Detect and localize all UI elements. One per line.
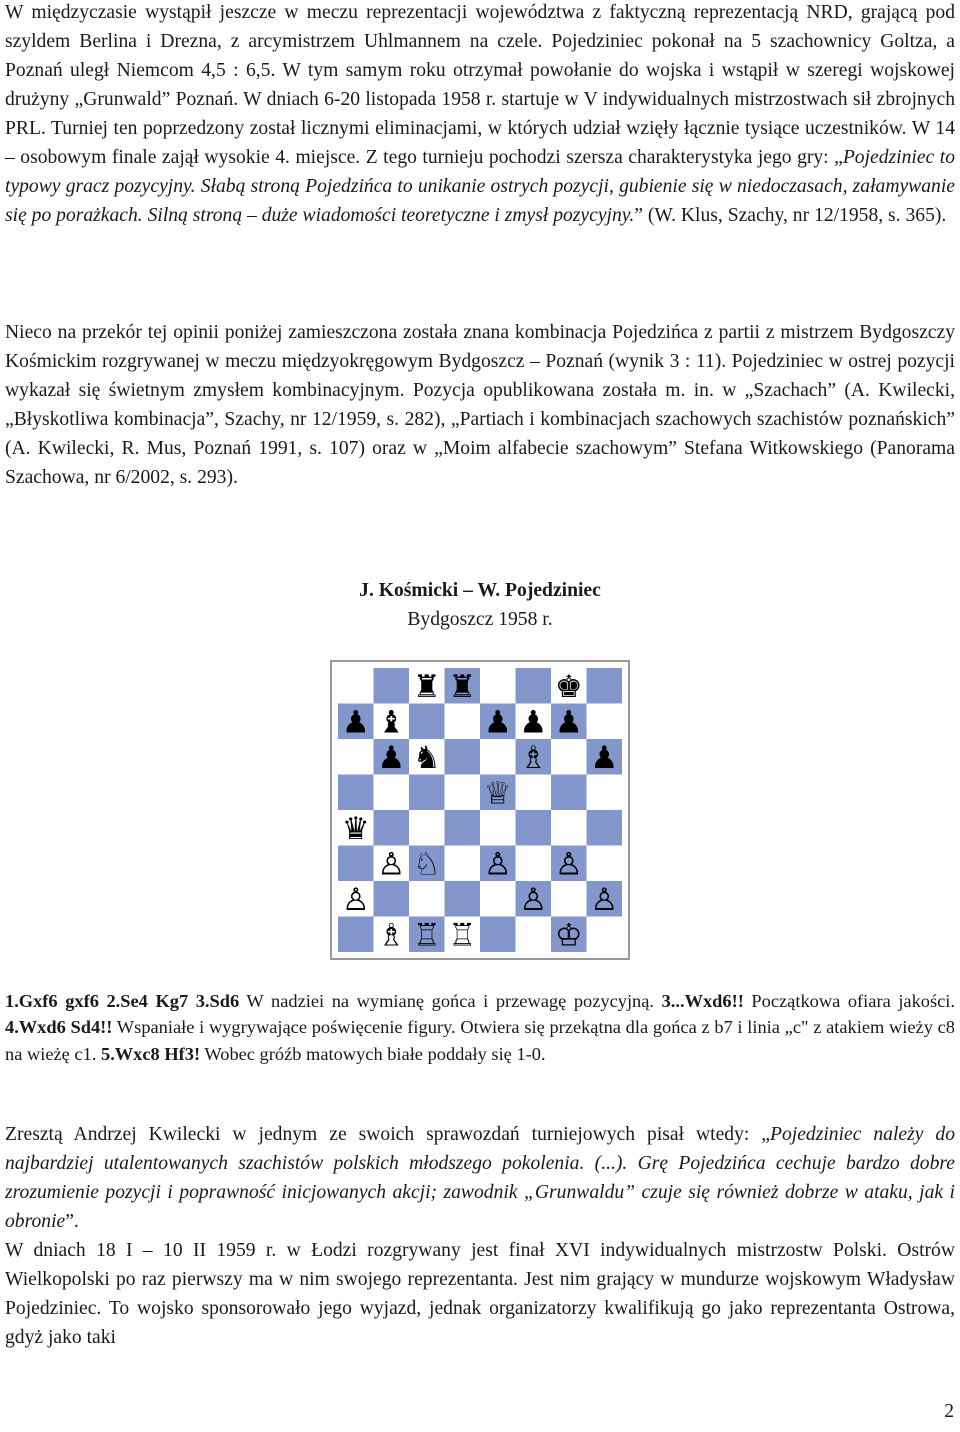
piece-c1: ♖ bbox=[412, 917, 441, 954]
square-g5 bbox=[551, 775, 587, 811]
square-b2 bbox=[374, 881, 410, 917]
square-f5 bbox=[516, 775, 552, 811]
square-d4 bbox=[445, 810, 481, 846]
piece-d1: ♖ bbox=[448, 917, 477, 954]
paragraph-kwilecki bbox=[5, 1120, 955, 1352]
square-g6 bbox=[551, 739, 587, 775]
paragraph-intro bbox=[5, 0, 955, 230]
piece-g1: ♔ bbox=[554, 917, 583, 954]
piece-b7: ♝ bbox=[377, 704, 406, 741]
square-c2 bbox=[409, 881, 445, 917]
paragraph-intro-text: W międzyczasie wystąpił jeszcze w meczu reprezentacji województwa z faktyczną reprezentacją NRD, grającą pod szyldem Berlina i Drezna, z arcymistrzem Uhlmannem na czele. Pojedziniec pokonał na 5 szachownicy Goltza, a Poznań uległ Niemcom 4,5 : 6,5. W tym samym roku otrzymał powołanie do wojska i wstąpił w szeregi wojskowej drużyny „Grunwald” Poznań. W dniach 6-20 listopada 1958 r. startuje w V indywidualnych mistrzostwach sił zbrojnych PRL. Turniej ten poprzedzony został licznymi eliminacjami, w których udział wzięły łącznie tysiące uczestników. W 14 – osobowym finale zajął wysokie 4. miejsce. Z tego turnieju pochodzi szersza charakterystyka jego gry: „ bbox=[5, 2, 955, 168]
square-e4 bbox=[480, 810, 516, 846]
square-a6 bbox=[338, 739, 374, 775]
square-b8 bbox=[374, 668, 410, 704]
square-f8 bbox=[516, 668, 552, 704]
square-h8 bbox=[587, 668, 623, 704]
piece-f2: ♙ bbox=[519, 881, 548, 918]
square-c5 bbox=[409, 775, 445, 811]
kwilecki-intro: Zresztą Andrzej Kwilecki w jednym ze swoich sprawozdań turniejowych pisał wtedy: „ bbox=[5, 1124, 770, 1145]
piece-h6: ♟ bbox=[590, 739, 619, 776]
square-e6 bbox=[480, 739, 516, 775]
chess-diagram bbox=[330, 660, 630, 960]
quote-citation: ” (W. Klus, Szachy, nr 12/1958, s. 365). bbox=[634, 205, 947, 226]
square-a3 bbox=[338, 846, 374, 882]
square-g2 bbox=[551, 881, 587, 917]
piece-c3: ♘ bbox=[412, 846, 441, 883]
square-d6 bbox=[445, 739, 481, 775]
paragraph-combination-intro: Nieco na przekór tej opinii poniżej zamieszczona została znana kombinacja Pojedzińca z partii z mistrzem Bydgoszczy Kośmickim rozgrywanej w meczu międzyokręgowym Bydgoszcz – Poznań (wynik 3 : 11). Pojedziniec w ostrej pozycji wykazał się świetnym zmysłem kombinacyjnym. Pozycja opublikowana została m. in. w „Szachach” (A. Kwilecki, „Błyskotliwa kombinacja”, Szachy, nr 12/1959, s. 282), „Partiach i kombinacjach szachowych szachistów poznańskich” (A. Kwilecki, R. Mus, Poznań 1991, s. 107) oraz w „Moim alfabecie szachowym” Stefana Witkowskiego (Panorama Szachowa, nr 6/2002, s. 293). bbox=[5, 322, 955, 488]
square-e8 bbox=[480, 668, 516, 704]
piece-g8: ♚ bbox=[554, 668, 583, 705]
piece-f7: ♟ bbox=[519, 704, 548, 741]
square-e1 bbox=[480, 917, 516, 953]
piece-e7: ♟ bbox=[483, 704, 512, 741]
game-header bbox=[0, 576, 960, 634]
kwilecki-quote-end: ”. bbox=[65, 1211, 79, 1232]
piece-a4: ♛ bbox=[341, 810, 370, 847]
piece-g3: ♙ bbox=[554, 846, 583, 883]
quote-characterization: Pojedziniec to typowy gracz pozycyjny. Słabą stroną Pojedzińca to unikanie ostrych pozycji, gubienie się w niedoczasach, załamywanie się po porażkach. Silną stroną – duże wiadomości teoretyczne i zmysł pozycyjny. bbox=[5, 147, 956, 226]
piece-d8: ♜ bbox=[448, 668, 477, 705]
piece-c6: ♞ bbox=[412, 739, 441, 776]
kwilecki-quote: Pojedziniec należy do najbardziej utalentowanych szachistów polskich młodszego pokolenia. (...). Grę Pojedzińca cechuje bardzo dobre zrozumienie pozycji i poprawność inicjowanych akcji; zawodnik „Grunwaldu” czuje się również dobrze w ataku, jak i obronie bbox=[5, 1124, 955, 1232]
square-f3 bbox=[516, 846, 552, 882]
piece-b3: ♙ bbox=[377, 846, 406, 883]
square-c7 bbox=[409, 704, 445, 740]
moves-comment-2: Początkowa ofiara jakości. bbox=[743, 991, 956, 1011]
moves-comment-3: Wspaniałe i wygrywające poświęcenie figury. Otwiera się przekątna dla gońca z b7 i linia „c" z atakiem wieży c8 na wieżę c1. bbox=[5, 1017, 955, 1064]
moves-1-3: 1.Gxf6 gxf6 2.Se4 Kg7 3.Sd6 bbox=[5, 991, 240, 1011]
piece-h2: ♙ bbox=[590, 881, 619, 918]
piece-c8: ♜ bbox=[412, 668, 441, 705]
square-e2 bbox=[480, 881, 516, 917]
piece-f6: ♗ bbox=[519, 739, 548, 776]
square-b4 bbox=[374, 810, 410, 846]
square-f4 bbox=[516, 810, 552, 846]
square-h7 bbox=[587, 704, 623, 740]
piece-e3: ♙ bbox=[483, 846, 512, 883]
square-f1 bbox=[516, 917, 552, 953]
square-h1 bbox=[587, 917, 623, 953]
moves-comment-4: Wobec gróźb matowych białe poddały się 1-0. bbox=[200, 1043, 546, 1064]
square-g4 bbox=[551, 810, 587, 846]
piece-b1: ♗ bbox=[377, 917, 406, 954]
square-d2 bbox=[445, 881, 481, 917]
chess-board bbox=[330, 660, 630, 960]
square-d5 bbox=[445, 775, 481, 811]
page-number: 2 bbox=[944, 1401, 954, 1422]
square-h3 bbox=[587, 846, 623, 882]
square-d3 bbox=[445, 846, 481, 882]
game-moves bbox=[5, 988, 955, 1067]
square-a5 bbox=[338, 775, 374, 811]
move-3-black: 3...Wxd6!! bbox=[661, 991, 744, 1011]
piece-b6: ♟ bbox=[377, 739, 406, 776]
square-a8 bbox=[338, 668, 374, 704]
piece-e5: ♕ bbox=[483, 775, 512, 812]
move-5: 5.Wxc8 Hf3! bbox=[101, 1043, 201, 1064]
piece-a7: ♟ bbox=[341, 704, 370, 741]
game-players: J. Kośmicki – W. Pojedziniec bbox=[359, 580, 601, 601]
paragraph-lodz-final: W dniach 18 I – 10 II 1959 r. w Łodzi rozgrywany jest finał XVI indywidualnych mistrzostw Polski. Ostrów Wielkopolski po raz pierwszy ma w nim swojego reprezentanta. Jest nim grający w mundurze wojskowym Władysław Pojedziniec. To wojsko sponsorowało jego wyjazd, jednak organizatorzy kwalifikują go jako reprezentanta Ostrowa, gdyż jako taki bbox=[5, 1240, 955, 1348]
square-c4 bbox=[409, 810, 445, 846]
moves-comment-1: W nadziei na wymianę gońca i przewagę pozycyjną. bbox=[239, 991, 662, 1011]
game-place-year: Bydgoszcz 1958 r. bbox=[407, 609, 553, 630]
square-b5 bbox=[374, 775, 410, 811]
square-h5 bbox=[587, 775, 623, 811]
square-d7 bbox=[445, 704, 481, 740]
piece-g7: ♟ bbox=[554, 704, 583, 741]
square-h4 bbox=[587, 810, 623, 846]
move-4: 4.Wxd6 Sd4!! bbox=[5, 1017, 113, 1038]
square-a1 bbox=[338, 917, 374, 953]
piece-a2: ♙ bbox=[341, 881, 370, 918]
